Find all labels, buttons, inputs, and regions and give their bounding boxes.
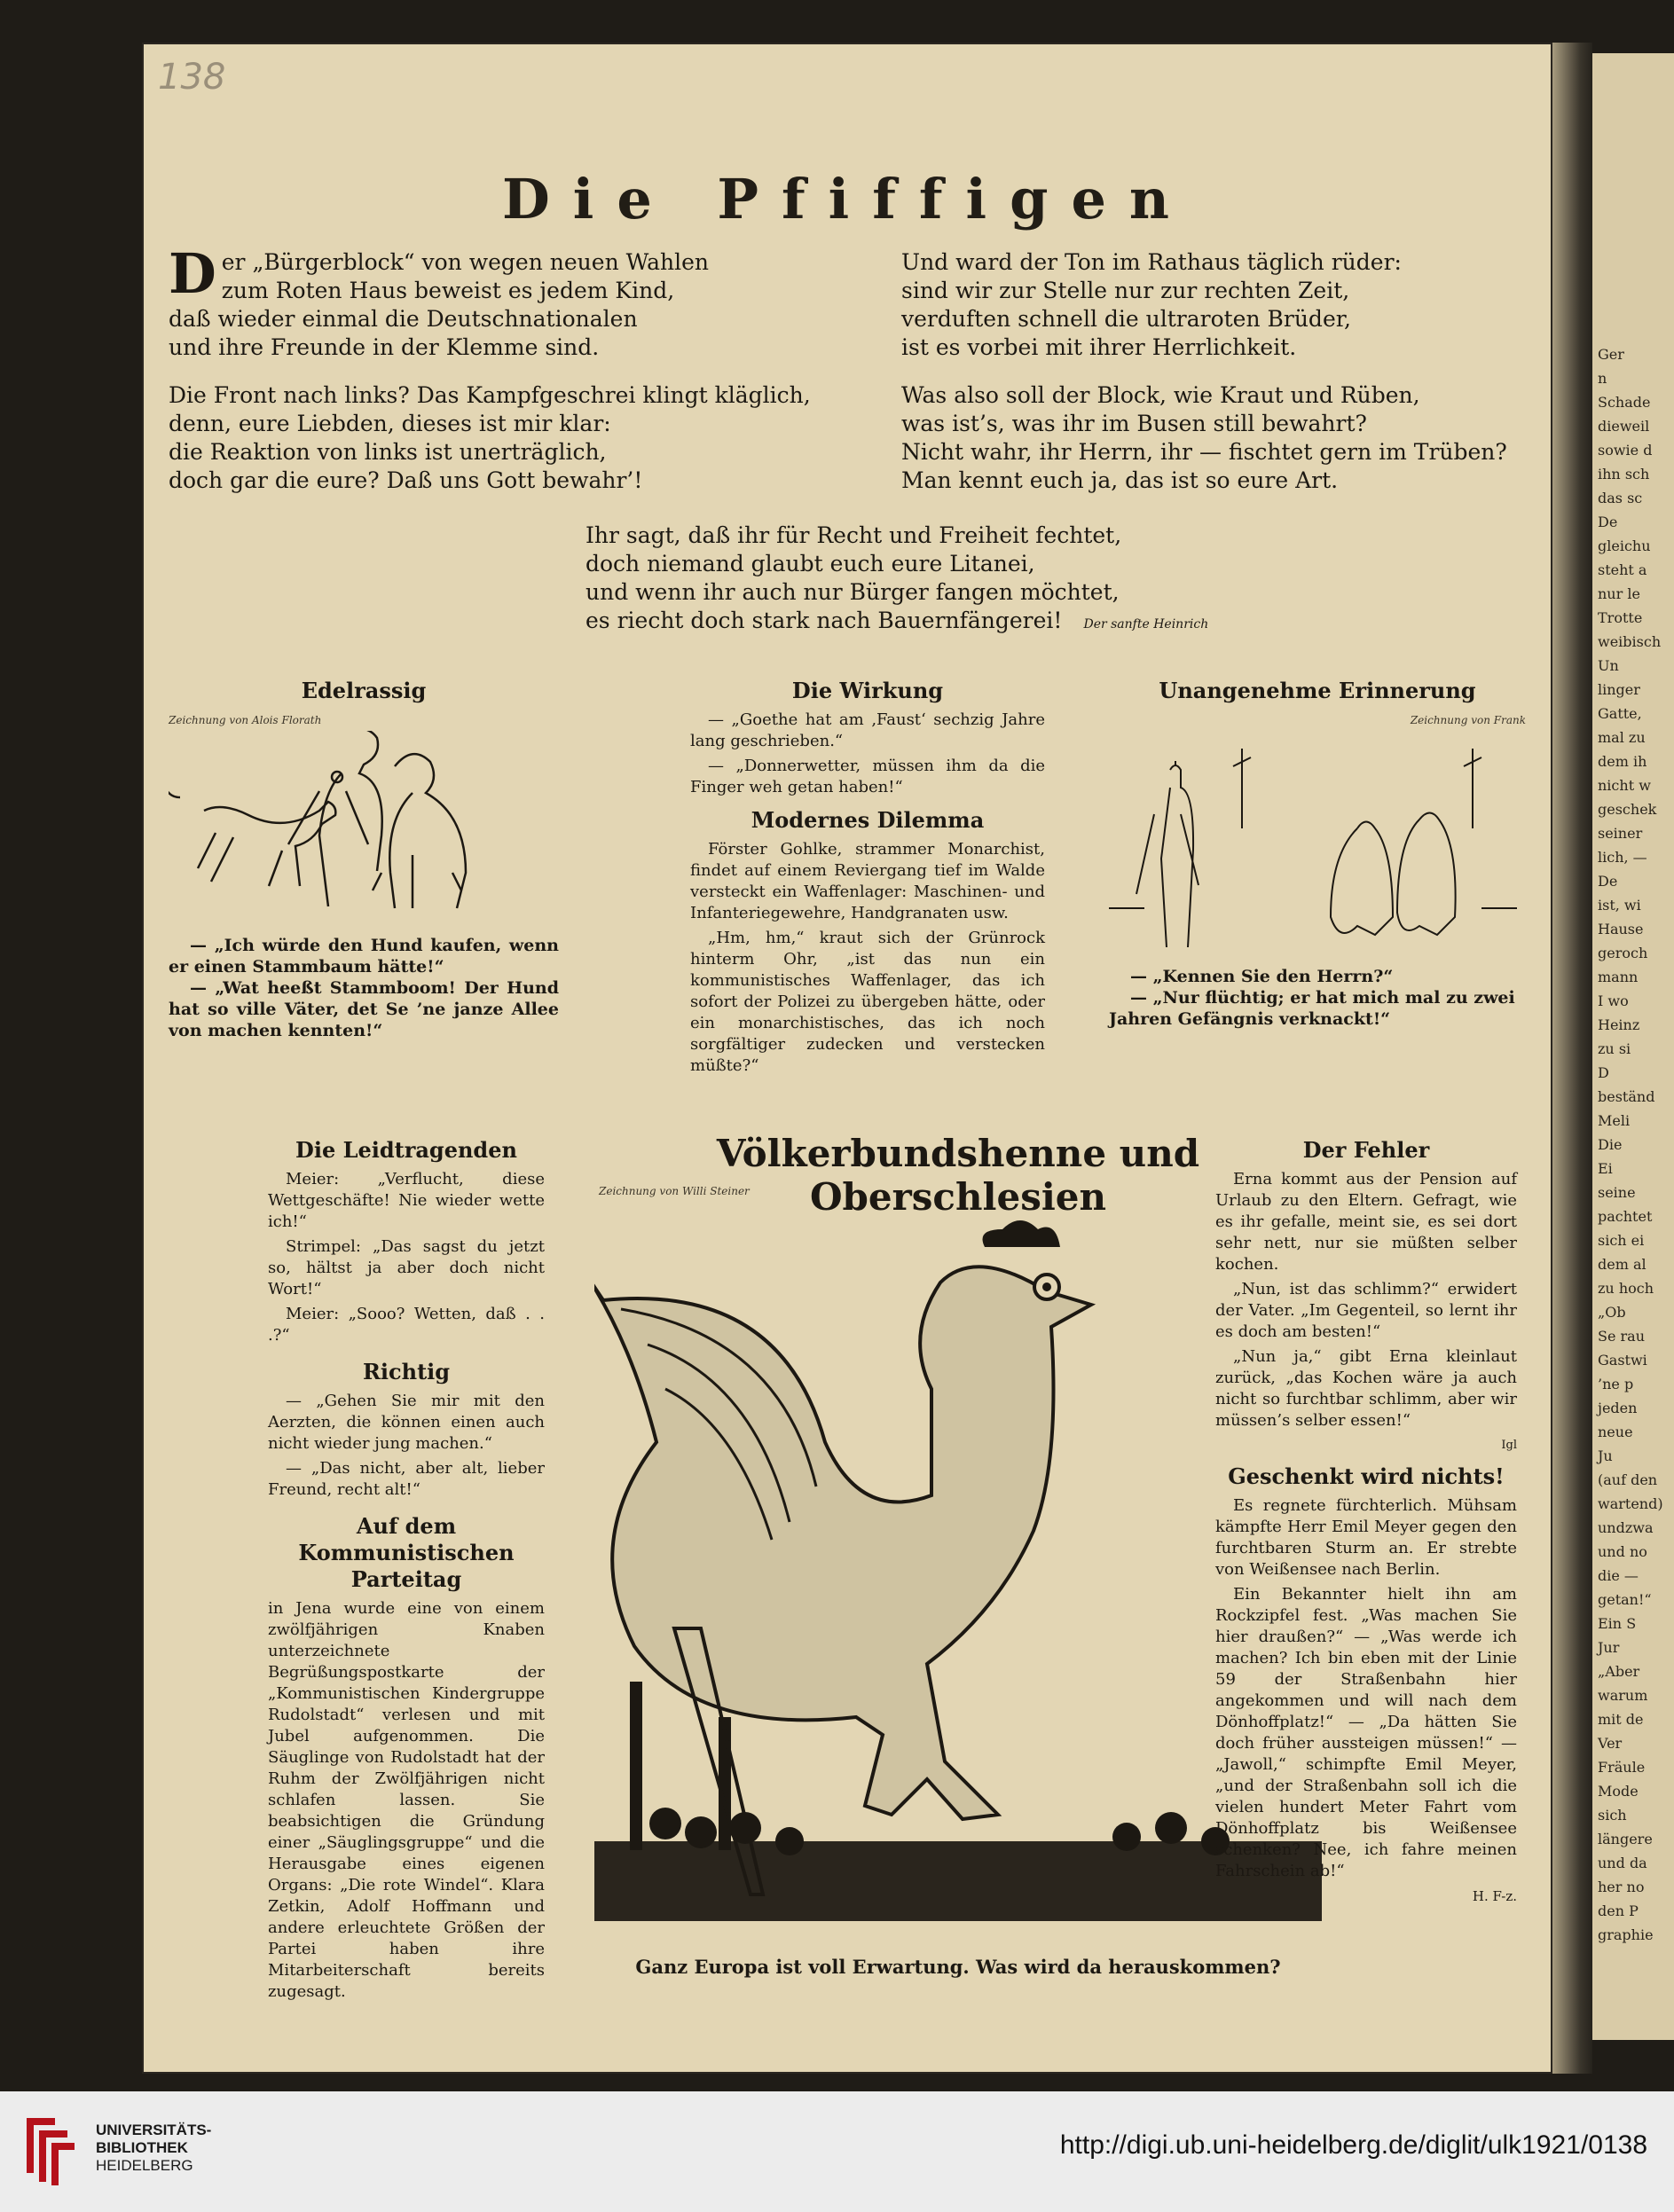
parteitag-title: Auf dem Kommunistischen Parteitag <box>298 1513 515 1592</box>
next-page-fragment: zu si <box>1598 1040 1631 1057</box>
next-page-fragment: den P <box>1598 1902 1639 1919</box>
next-page-fragment: (auf den <box>1598 1471 1658 1488</box>
next-page-fragment: längere <box>1598 1831 1653 1847</box>
permalink-url[interactable]: http://digi.ub.uni-heidelberg.de/diglit/ulk1921/0138 <box>1059 2130 1647 2160</box>
next-page-fragment: linger <box>1598 681 1640 698</box>
poem-stanza <box>901 381 1540 495</box>
hen-drawing <box>594 1203 1322 1921</box>
next-page-fragment: nur le <box>1598 585 1640 602</box>
poem-line: Man kennt euch ja, das ist so eure Art. <box>901 467 1339 493</box>
library-name <box>96 2122 211 2175</box>
next-page-fragment: beständ <box>1598 1088 1655 1105</box>
poem-right-column <box>901 248 1540 514</box>
next-page-fragment: „Ob <box>1598 1304 1626 1321</box>
library-name-line: UNIVERSITÄTS- <box>96 2122 212 2138</box>
poem-left-column <box>169 241 811 514</box>
erinnerung-title: Unangenehme Erinnerung <box>1159 678 1476 703</box>
next-page-edge <box>1592 53 1674 2040</box>
next-page-fragment: Gastwi <box>1598 1352 1647 1369</box>
next-page-fragment: sich ei <box>1598 1232 1645 1249</box>
next-page-fragment: Ger <box>1598 346 1624 363</box>
next-page-fragment: Un <box>1598 657 1619 674</box>
next-page-fragment: geroch <box>1598 945 1648 961</box>
next-page-fragment: lich, — <box>1598 849 1647 866</box>
dilemma-paragraph: Förster Gohlke, strammer Monarchist, findet auf einem Reviergang tief im Walde versteckt ein Waffenlager: Maschinen- und Infanteriegewehre, Handgranaten usw. <box>690 840 1045 922</box>
richtig-paragraph: — „Gehen Sie mir mit den Aerzten, die können einen auch nicht wieder jung machen.“ <box>268 1392 545 1453</box>
next-page-fragment: I wo <box>1598 992 1629 1009</box>
edelrassig-credit: Zeichnung von Alois Florath <box>169 714 322 726</box>
next-page-fragment: ihn sch <box>1598 466 1650 482</box>
fehler-signature: Igl <box>1501 1439 1517 1452</box>
library-name-line: HEIDELBERG <box>96 2157 193 2174</box>
newspaper-page <box>142 43 1552 2074</box>
parteitag-paragraph: in Jena wurde eine von einem zwölfjährigen Knaben unterzeichnete Begrüßungspostkarte der „Kommunistischen Kindergruppe Rudolstadt“ verlesen und mit Jubel aufgenommen. Die Säuglinge von Rudolstadt hat der Ruhm der Zwölfjährigen nicht schlafen lassen. Sie beabsichtigen die Gründung einer „Säuglingsgruppe“ und die Herausgabe eines eigenen Organs: „Die rote Windel“. Klara Zetkin, Adolf Hoffmann und andere erleuchtete Größen der Partei haben ihre Mitarbeiterschaft bereits zugesagt. <box>268 1599 545 2001</box>
next-page-fragment: weibisch <box>1598 633 1662 650</box>
next-page-fragment: Se rau <box>1598 1328 1646 1345</box>
next-page-fragment: pachtet <box>1598 1208 1653 1225</box>
next-page-fragment: und no <box>1598 1543 1647 1560</box>
next-page-fragment: her no <box>1598 1879 1645 1895</box>
edelrassig-title: Edelrassig <box>301 678 427 703</box>
poem-line: Nicht wahr, ihr Herrn, ihr — fischtet gern im Trüben? <box>901 439 1507 465</box>
poem-line: Was also soll der Block, wie Kraut und Rüben, <box>901 382 1420 408</box>
poem-signature: Der sanfte Heinrich <box>1083 617 1209 631</box>
next-page-fragment: De <box>1598 873 1618 890</box>
library-footer <box>0 2091 1674 2212</box>
next-page-fragment: neue <box>1598 1424 1633 1440</box>
henne-caption: Ganz Europa ist voll Erwartung. Was wird da herauskommen? <box>635 1956 1281 1978</box>
erinnerung-caption <box>1109 966 1526 1030</box>
left-lower-column <box>268 1133 545 2006</box>
poem-line: Und ward der Ton im Rathaus täglich rüder: <box>901 249 1402 275</box>
erinnerung-credit: Zeichnung von Frank <box>1410 714 1526 726</box>
next-page-fragment: n <box>1598 370 1607 387</box>
dog-seller-drawing <box>169 731 559 935</box>
poem-line: und wenn ihr auch nur Bürger fangen möchtet, <box>586 579 1120 605</box>
poem-line: Die Front nach links? Das Kampfgeschrei klingt kläglich, <box>169 382 811 408</box>
next-page-fragment: gleichu <box>1598 537 1651 554</box>
edelrassig-caption <box>169 935 559 1041</box>
main-title: Die Pfiffigen <box>502 167 1192 231</box>
poem-line: doch gar die eure? Daß uns Gott bewahr’! <box>169 467 643 493</box>
page-number: 138 <box>158 57 226 98</box>
leidtragenden-paragraph: Meier: „Sooo? Wetten, daß . . .?“ <box>268 1305 545 1345</box>
geschenkt-paragraph: Es regnete fürchterlich. Mühsam kämpfte Herr Emil Meyer gegen den furchtbaren Sturm an. Er strebte von Weißensee nach Berlin. <box>1215 1496 1517 1579</box>
henne-title: Völkerbundshenne und Oberschlesien <box>716 1132 1200 1219</box>
fehler-paragraph: „Nun ja,“ gibt Erna kleinlaut zurück, „das Kochen wäre ja auch nicht so furchtbar schlimm, aber wir müssen’s selber essen!“ <box>1215 1347 1517 1430</box>
next-page-fragment: Jur <box>1598 1639 1620 1656</box>
prison-memory-drawing <box>1109 731 1526 966</box>
henne-credit: Zeichnung von Willi Steiner <box>599 1185 750 1197</box>
geschenkt-signature: H. F-z. <box>1472 1888 1517 1904</box>
next-page-fragment: graphie <box>1598 1926 1654 1943</box>
next-page-fragment: die — <box>1598 1567 1639 1584</box>
poem-center-stanza <box>586 522 1260 639</box>
poem-stanza <box>169 241 736 362</box>
next-page-fragment: Gatte, <box>1598 705 1642 722</box>
wirkung-article <box>690 674 1045 1080</box>
next-page-fragment: Ein S <box>1598 1615 1637 1632</box>
richtig-paragraph: — „Das nicht, aber alt, lieber Freund, recht alt!“ <box>268 1459 545 1499</box>
poem-line: was ist’s, was ihr im Busen still bewahrt? <box>901 411 1367 436</box>
poem-line: ist es vorbei mit ihrer Herrlichkeit. <box>901 334 1297 360</box>
poem-line: verduften schnell die ultraroten Brüder, <box>901 306 1351 332</box>
caption-line: — „Nur flüchtig; er hat mich mal zu zwei Jahren Gefängnis verknackt!“ <box>1109 988 1515 1029</box>
next-page-fragment: De <box>1598 514 1618 530</box>
poem-line: es riecht doch stark nach Bauernfängerei! <box>586 608 1063 633</box>
poem-line: Ihr sagt, daß ihr für Recht und Freiheit fechtet, <box>586 522 1122 548</box>
next-page-fragment: Meli <box>1598 1112 1631 1129</box>
next-page-fragment: Trotte <box>1598 609 1643 626</box>
next-page-fragment: das sc <box>1598 490 1643 506</box>
right-lower-column <box>1215 1133 1517 1907</box>
next-page-fragment: seine <box>1598 1184 1636 1201</box>
next-page-fragment: Heinz <box>1598 1016 1640 1033</box>
next-page-fragment: dem ih <box>1598 753 1647 770</box>
next-page-fragment: jeden <box>1598 1400 1638 1416</box>
next-page-fragment: Schade <box>1598 394 1651 411</box>
edelrassig-article <box>169 674 559 1041</box>
poem-stanza <box>169 381 811 495</box>
dilemma-title: Modernes Dilemma <box>751 807 985 833</box>
geschenkt-paragraph: Ein Bekannter hielt ihn am Rockzipfel fest. „Was machen Sie hier draußen?“ — „Was werde ich machen? Ich bin eben mit der Linie 59 der Straßenbahn hier angekommen und will nach dem Dönhoffplatz!“ — „Da hätten Sie doch früher aussteigen müssen!“ — „Jawoll,“ schimpfte Emil Meyer, „und der Straßenbahn soll ich die vielen hundert Meter Fahrt vom Dönhoffplatz bis Weißensee schenken? Nee, ich fahre meinen Fahrschein ab!“ <box>1215 1585 1517 1880</box>
poem-line: und ihre Freunde in der Klemme sind. <box>169 334 600 360</box>
next-page-fragment: D <box>1598 1064 1609 1081</box>
next-page-fragment: Hause <box>1598 921 1644 937</box>
dilemma-paragraph: „Hm, hm,“ kraut sich der Grünrock hinterm Ohr, „ist das nun ein kommunistisches Waffenlager, das ich sofort der Polizei zu übergeben hätte, oder ein monarchistisches, das ich noch sorgfältiger zudecken und verstecken müßte?“ <box>690 929 1045 1075</box>
fehler-paragraph: „Nun, ist das schlimm?“ erwidert der Vater. „Im Gegenteil, so lernt ihr es doch am besten!“ <box>1215 1280 1517 1341</box>
leidtragenden-title: Die Leidtragenden <box>295 1137 517 1163</box>
next-page-fragment: steht a <box>1598 561 1647 578</box>
next-page-fragment: Die <box>1598 1136 1623 1153</box>
leidtragenden-paragraph: Meier: „Verflucht, diese Wettgeschäfte! Nie wieder wette ich!“ <box>268 1170 545 1231</box>
fehler-title: Der Fehler <box>1302 1137 1430 1163</box>
university-library-logo-icon[interactable] <box>20 2111 82 2187</box>
next-page-fragment: nicht w <box>1598 777 1651 794</box>
next-page-fragment: Ei <box>1598 1160 1613 1177</box>
next-page-fragment: geschek <box>1598 801 1657 818</box>
poem-stanza <box>901 248 1540 362</box>
caption-line: — „Ich würde den Hund kaufen, wenn er einen Stammbaum hätte!“ <box>169 936 559 977</box>
fehler-paragraph: Erna kommt aus der Pension auf Urlaub zu den Eltern. Gefragt, wie es ihr gefalle, meint sie, es sei dort sehr nett, nur sie müßten selber kochen. <box>1215 1170 1517 1274</box>
next-page-fragment: ist, wi <box>1598 897 1641 914</box>
next-page-fragment: Mode <box>1598 1783 1639 1800</box>
poem-line: doch niemand glaubt euch eure Litanei, <box>586 551 1035 577</box>
next-page-fragment: zu hoch <box>1598 1280 1654 1297</box>
poem-line: er „Bürgerblock“ von wegen neuen Wahlen <box>221 249 710 275</box>
wirkung-paragraph: — „Goethe hat am ‚Faust‘ sechzig Jahre lang geschrieben.“ <box>690 710 1045 750</box>
next-page-fragment: warum <box>1598 1687 1648 1704</box>
poem-line: denn, eure Liebden, dieses ist mir klar: <box>169 411 611 436</box>
erinnerung-article <box>1109 674 1526 1030</box>
geschenkt-title: Geschenkt wird nichts! <box>1228 1463 1505 1489</box>
next-page-fragment: Ver <box>1598 1735 1623 1752</box>
next-page-fragment: undzwa <box>1598 1519 1654 1536</box>
next-page-fragment: wartend) <box>1598 1495 1663 1512</box>
wirkung-title: Die Wirkung <box>791 678 944 703</box>
next-page-fragment: dem al <box>1598 1256 1646 1273</box>
next-page-fragment: getan!“ <box>1598 1591 1652 1608</box>
next-page-fragment: „Aber <box>1598 1663 1640 1680</box>
next-page-fragment: dieweil <box>1598 418 1650 435</box>
caption-line: — „Kennen Sie den Herrn?“ <box>1130 967 1394 986</box>
next-page-fragment: sowie d <box>1598 442 1653 459</box>
poem-line: zum Roten Haus beweist es jedem Kind, <box>221 278 675 303</box>
next-page-fragment: seiner <box>1598 825 1643 842</box>
drop-cap: D <box>169 241 216 306</box>
next-page-fragment: und da <box>1598 1855 1647 1871</box>
caption-line: — „Wat heeßt Stammboom! Der Hund hat so ville Väter, det Se ’ne janze Allee von machen kennten!“ <box>169 978 559 1040</box>
leidtragenden-paragraph: Strimpel: „Das sagst du jetzt so, hältst ja aber doch nicht Wort!“ <box>268 1237 545 1298</box>
library-name-line: BIBLIOTHEK <box>96 2139 188 2156</box>
wirkung-paragraph: — „Donnerwetter, müssen ihm da die Finger weh getan haben!“ <box>690 757 1045 796</box>
next-page-fragment: mit de <box>1598 1711 1644 1728</box>
poem-line: daß wieder einmal die Deutschnationalen <box>169 306 638 332</box>
next-page-fragment: Ju <box>1598 1447 1613 1464</box>
next-page-fragment: mal zu <box>1598 729 1646 746</box>
richtig-title: Richtig <box>362 1359 451 1384</box>
poem-line: sind wir zur Stelle nur zur rechten Zeit, <box>901 278 1350 303</box>
next-page-fragment: Fräule <box>1598 1759 1646 1776</box>
next-page-fragment: sich <box>1598 1807 1627 1824</box>
next-page-fragment: ’ne p <box>1598 1376 1634 1392</box>
page-gutter <box>1552 43 1592 2074</box>
poem-line: die Reaktion von links ist unerträglich, <box>169 439 607 465</box>
next-page-fragment: mann <box>1598 969 1639 985</box>
